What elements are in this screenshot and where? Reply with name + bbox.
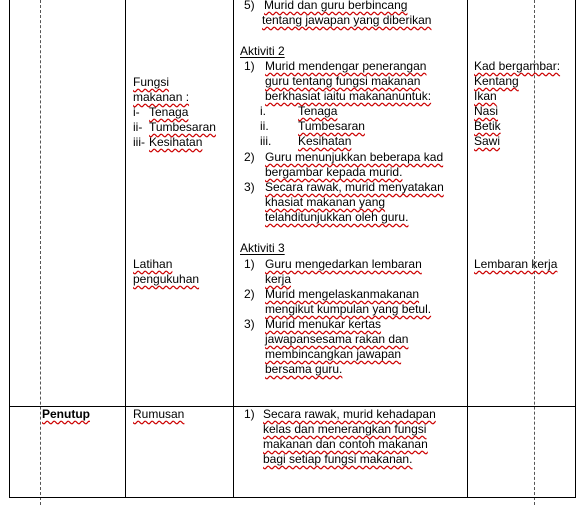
table-bottom-border <box>9 497 576 498</box>
step-number: 1) <box>244 59 255 73</box>
column-divider-2 <box>125 0 126 498</box>
content-item-label: ii- <box>133 120 143 134</box>
content-item-text: Tumbesaran <box>149 120 216 134</box>
step-text: membincangkan jawapan <box>265 347 402 361</box>
margin-guide-right <box>534 0 535 505</box>
step-text: Murid mendengar penerangan <box>265 59 427 73</box>
step-text: Murid menukar kertas <box>265 317 382 331</box>
step-text: Murid dan guru berbincang <box>264 0 408 12</box>
table-right-border <box>575 0 576 498</box>
subitem-number: i. <box>260 104 266 118</box>
subitem-text: Kesihatan <box>298 134 352 148</box>
step-text: tentang jawapan yang diberikan <box>262 13 432 27</box>
resource-item: Betik <box>474 119 501 133</box>
subitem-text: Tumbesaran <box>298 119 365 133</box>
content-item-text: Kesihatan <box>149 135 203 149</box>
step-text: makanan dan contoh makanan <box>263 437 428 451</box>
resource-item: Kentang <box>474 74 519 88</box>
activity-heading: Aktiviti 3 <box>240 241 285 255</box>
step-number: 3) <box>244 180 255 194</box>
step-text: mengikut kumpulan yang betul. <box>265 302 432 316</box>
step-text: bergambar kepada murid. <box>265 165 403 179</box>
column-divider-3 <box>233 0 234 498</box>
content-title: Latihan <box>133 257 173 271</box>
table-left-border <box>9 0 10 498</box>
resource-title: Kad bergambar: <box>474 59 561 73</box>
step-text: khasiat makanan yang <box>265 195 386 209</box>
content-title: Rumusan <box>133 407 185 421</box>
content-item-text: Tenaga <box>149 105 189 119</box>
step-number: 3) <box>244 317 255 331</box>
step-text: guru tentang fungsi makanan <box>265 74 421 88</box>
content-title: Fungsi <box>133 75 170 89</box>
phase-label: Penutup <box>42 407 90 421</box>
resource-item: Sawi <box>474 134 501 148</box>
step-text: Guru mengedarkan lembaran <box>265 257 422 271</box>
step-text: kelas dan menerangkan fungsi <box>263 422 427 436</box>
step-number: 2) <box>244 287 255 301</box>
step-text: Secara rawak, murid menyatakan <box>265 180 444 194</box>
step-text: kerja <box>265 272 292 286</box>
step-text: Guru menunjukkan beberapa kad <box>265 150 444 164</box>
step-number: 1) <box>244 407 255 421</box>
step-text: telahditunjukkan oleh guru. <box>265 210 409 224</box>
subitem-number: iii. <box>260 134 272 148</box>
column-divider-4 <box>467 0 468 498</box>
content-item-label: iii- <box>133 135 145 149</box>
subitem-number: ii. <box>260 119 269 133</box>
step-text: berkhasiat iaitu makananuntuk: <box>265 89 432 103</box>
step-text: bagi setiap fungsi makanan. <box>263 452 413 466</box>
content-subtitle: pengukuhan <box>133 272 200 286</box>
resource-item: Nasi <box>474 104 499 118</box>
content-subtitle: makanan : <box>133 90 190 104</box>
step-text: jawapansesama rakan dan <box>265 332 409 346</box>
step-text: bersama guru. <box>265 362 343 376</box>
step-text: Murid mengelaskanmakanan <box>265 287 420 301</box>
resource-item: Ikan <box>474 89 497 103</box>
content-item-label: i- <box>133 105 140 119</box>
resource-item: Lembaran kerja <box>474 257 558 271</box>
margin-guide-left <box>40 0 41 505</box>
step-number: 1) <box>244 257 255 271</box>
step-number: 5) <box>244 0 255 12</box>
step-number: 2) <box>244 150 255 164</box>
step-text: Secara rawak, murid kehadapan <box>263 407 436 421</box>
activity-heading: Aktiviti 2 <box>240 44 285 58</box>
subitem-text: Tenaga <box>298 104 338 118</box>
